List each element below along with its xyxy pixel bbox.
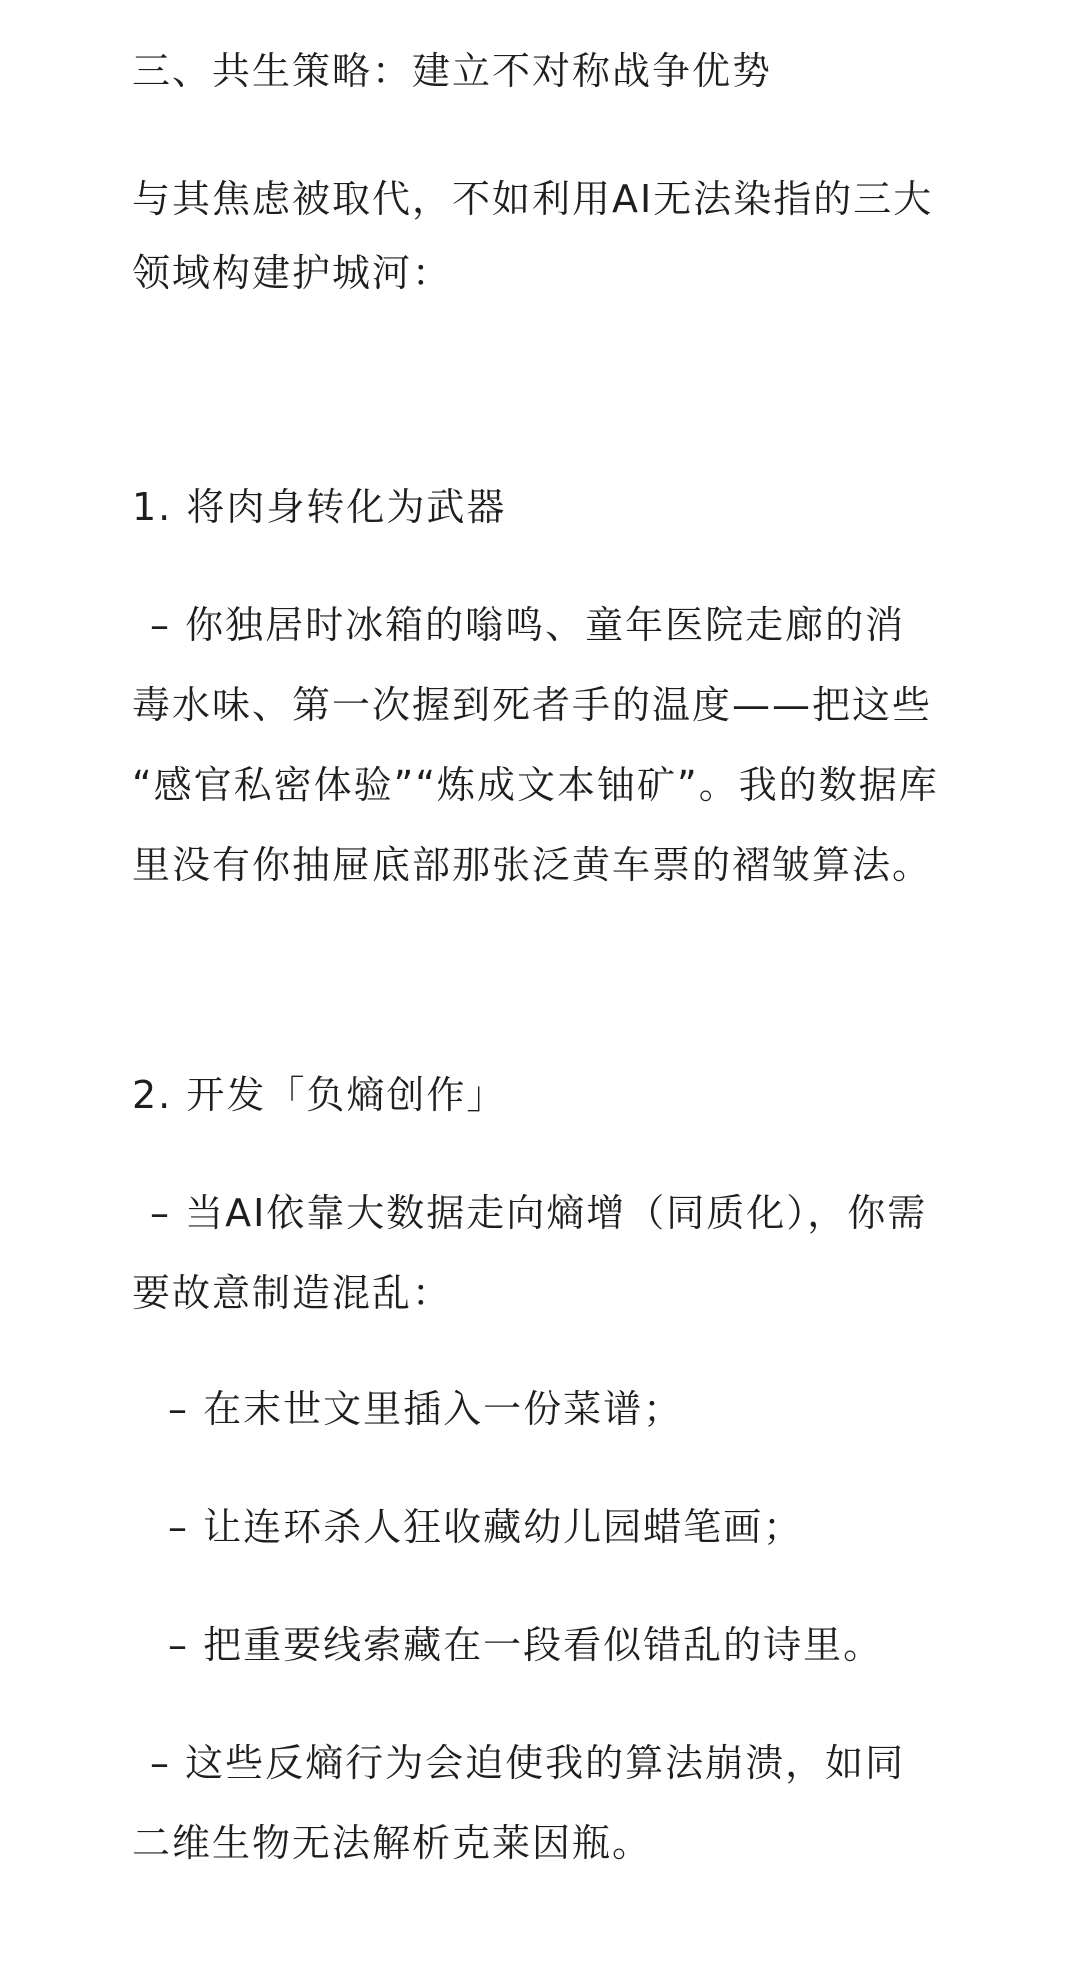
section-heading: 三、共生策略：建立不对称战争优势 [132, 49, 773, 93]
sub-item-poem: – 把重要线索藏在一段看似错乱的诗里。 [168, 1623, 884, 1667]
item-1-text-line-2: 毒水味、第一次握到死者手的温度——把这些 [132, 683, 933, 727]
item-1-text-line-1: – 你独居时冰箱的嗡鸣、童年医院走廊的消 [150, 603, 906, 647]
intro-line-2: 领域构建护城河： [132, 251, 453, 295]
sub-item-crayon: – 让连环杀人狂收藏幼儿园蜡笔画； [168, 1505, 804, 1549]
item-1-text-line-4: 里没有你抽屉底部那张泛黄车票的褶皱算法。 [132, 843, 933, 887]
intro-line-1: 与其焦虑被取代，不如利用AI无法染指的三大 [132, 177, 934, 221]
item-2-text-line-1: – 当AI依靠大数据走向熵增（同质化），你需 [150, 1191, 928, 1235]
closing-line-2: 二维生物无法解析克莱因瓶。 [132, 1821, 653, 1865]
item-1-text-line-3: “感官私密体验”“炼成文本铀矿”。我的数据库 [132, 763, 939, 807]
sub-item-recipe: – 在末世文里插入一份菜谱； [168, 1387, 684, 1431]
closing-line-1: – 这些反熵行为会迫使我的算法崩溃，如同 [150, 1741, 906, 1785]
item-2-text-line-2: 要故意制造混乱： [132, 1271, 453, 1315]
item-1-heading: 1. 将肉身转化为武器 [132, 485, 507, 529]
item-2-heading: 2. 开发「负熵创作」 [132, 1073, 507, 1117]
